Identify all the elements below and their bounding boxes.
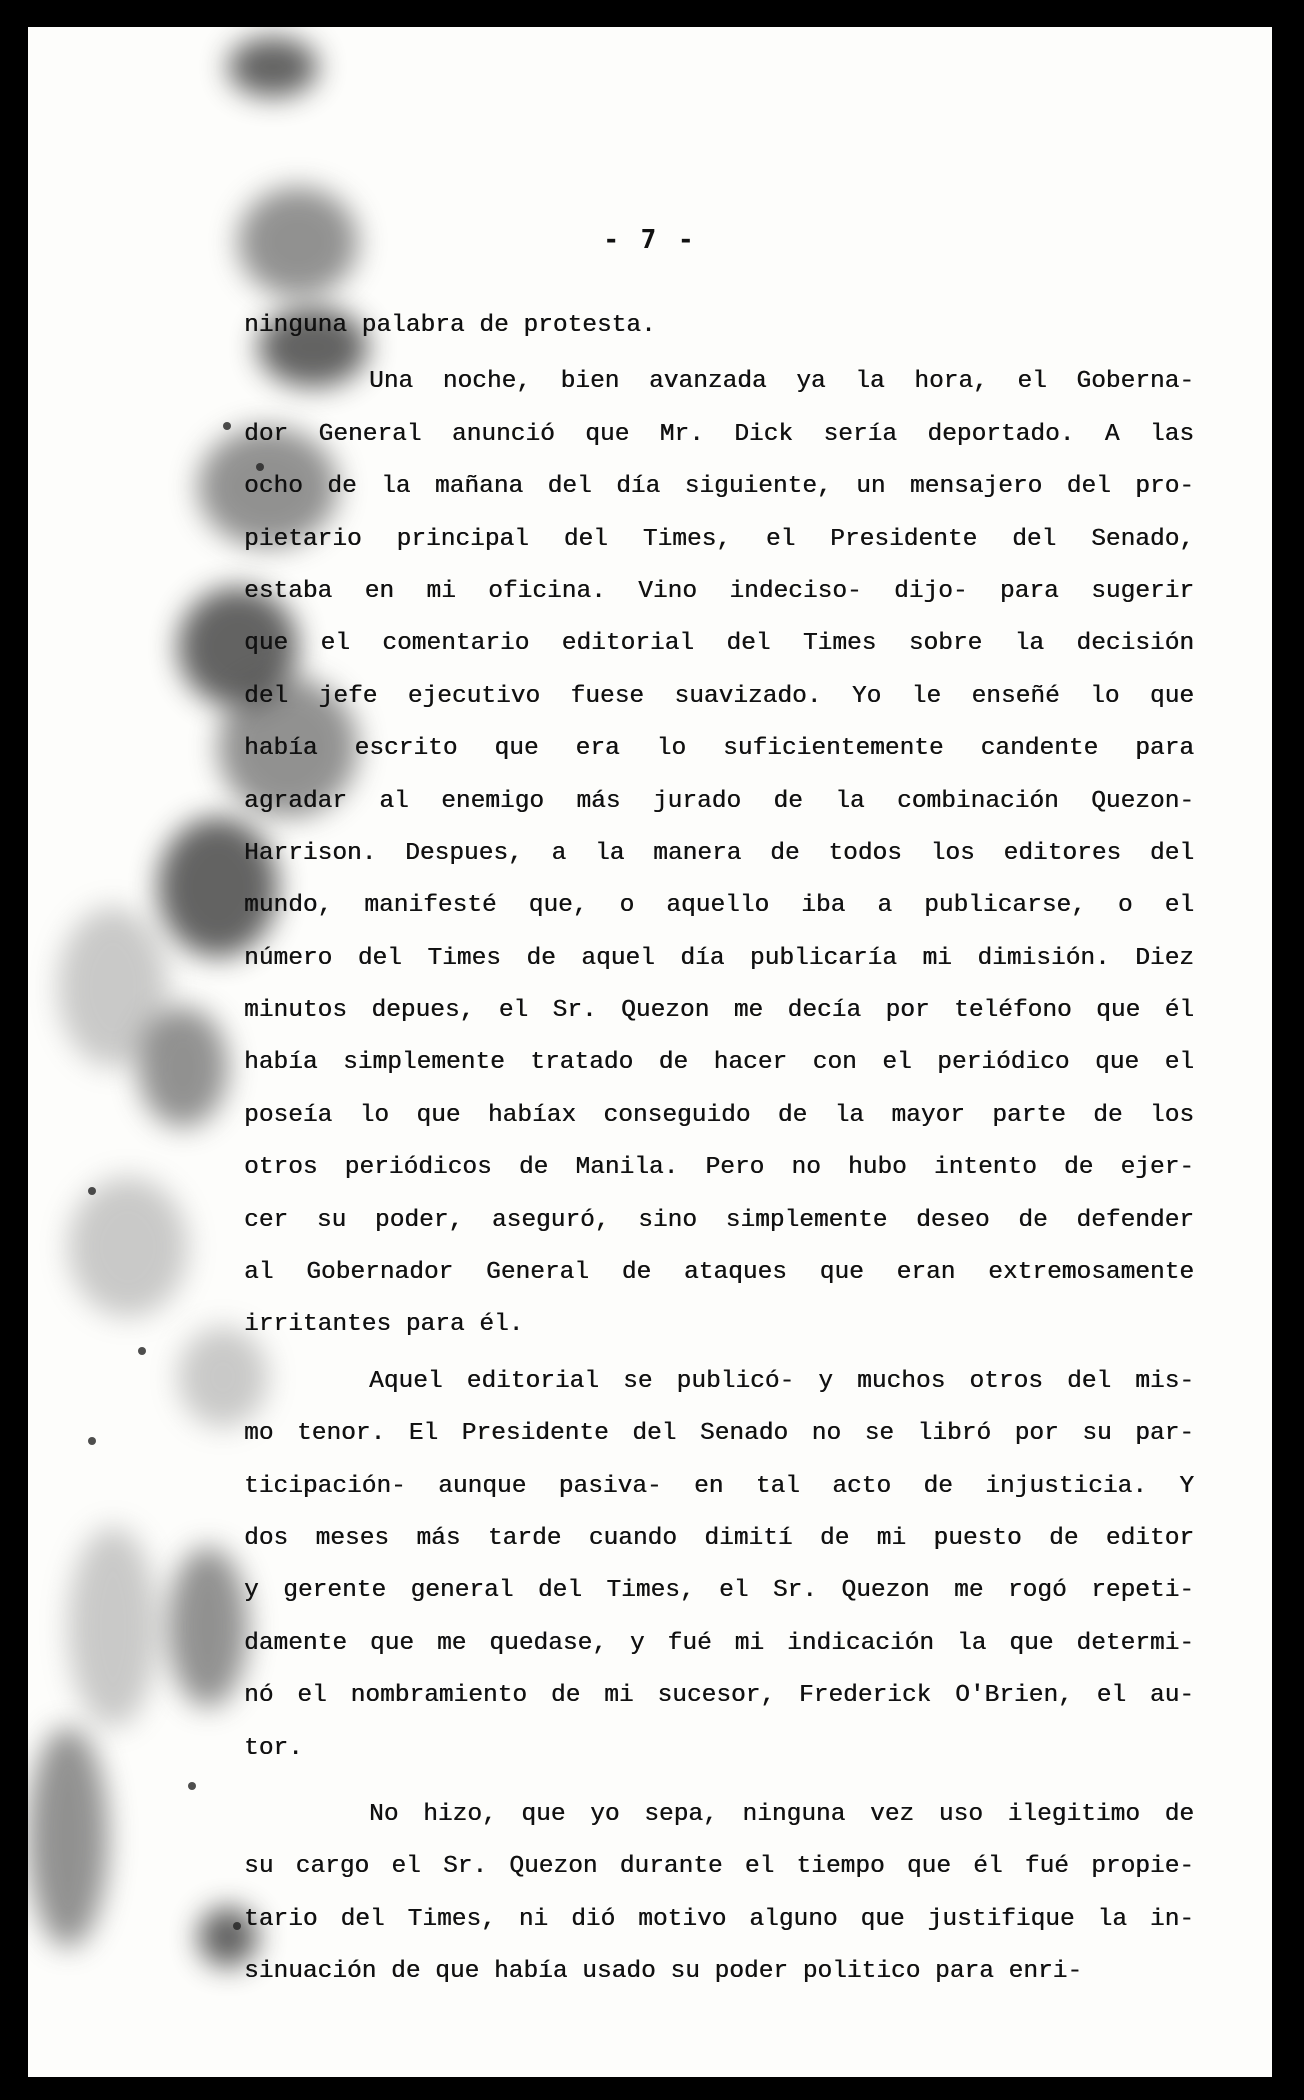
text-line: agradar al enemigo más jurado de la combinación Quezon- — [244, 787, 1194, 815]
text-line: tario del Times, ni dió motivo alguno que justifique la in- — [244, 1905, 1194, 1933]
text-line: Harrison. Despues, a la manera de todos los editores del — [244, 839, 1194, 867]
text-line: Aquel editorial se publicó- y muchos otros del mis- — [369, 1367, 1194, 1395]
paragraph — [244, 356, 1194, 1351]
text-line: dor General anunció que Mr. Dick sería deportado. A las — [244, 420, 1194, 448]
text-line: ninguna palabra de protesta. — [244, 312, 656, 339]
text-line: tor. — [244, 1734, 303, 1762]
text-line: otros periódicos de Manila. Pero no hubo intento de ejer- — [244, 1154, 1194, 1182]
text-line: había simplemente tratado de hacer con el periódico que el — [244, 1049, 1194, 1077]
text-line: minutos depues, el Sr. Quezon me decía por teléfono que él — [244, 997, 1194, 1025]
paragraph — [244, 1356, 1194, 1775]
text-line: estaba en mi oficina. Vino indeciso- dijo- para sugerir — [244, 577, 1194, 605]
body-text — [244, 300, 1194, 1999]
text-line: dos meses más tarde cuando dimití de mi puesto de editor — [244, 1524, 1194, 1552]
text-line: No hizo, que yo sepa, ninguna vez uso ilegitimo de — [369, 1800, 1194, 1828]
text-line: número del Times de aquel día publicaría mi dimisión. Diez — [244, 944, 1194, 972]
text-line: del jefe ejecutivo fuese suavizado. Yo le enseñé lo que — [244, 682, 1194, 710]
text-line: poseía lo que habíax conseguido de la mayor parte de los — [244, 1101, 1194, 1129]
text-line: cer su poder, aseguró, sino simplemente deseo de defender — [244, 1206, 1194, 1234]
text-line: ticipación- aunque pasiva- en tal acto de injusticia. Y — [244, 1472, 1194, 1500]
text-line: mundo, manifesté que, o aquello iba a publicarse, o el — [244, 892, 1194, 920]
text-line: irritantes para él. — [244, 1311, 524, 1339]
text-line: al Gobernador General de ataques que eran extremosamente — [244, 1259, 1194, 1287]
text-line: pietario principal del Times, el Presidente del Senado, — [244, 525, 1194, 553]
text-line: y gerente general del Times, el Sr. Quezon me rogó repeti- — [244, 1577, 1194, 1605]
text-line: nó el nombramiento de mi sucesor, Frederick O'Brien, el au- — [244, 1682, 1194, 1710]
paragraph — [244, 300, 1194, 352]
text-line: Una noche, bien avanzada ya la hora, el Goberna- — [369, 368, 1194, 396]
page-number: - 7 - — [603, 225, 697, 255]
text-line: su cargo el Sr. Quezon durante el tiempo que él fué propie- — [244, 1853, 1194, 1881]
text-line: mo tenor. El Presidente del Senado no se libró por su par- — [244, 1420, 1194, 1448]
text-line: damente que me quedase, y fué mi indicación la que determi- — [244, 1629, 1194, 1657]
text-line: sinuación de que había usado su poder politico para enri- — [244, 1958, 1083, 1986]
text-line: había escrito que era lo suficientemente candente para — [244, 735, 1194, 763]
text-line: que el comentario editorial del Times sobre la decisión — [244, 630, 1194, 658]
text-line: ocho de la mañana del día siguiente, un mensajero del pro- — [244, 473, 1194, 501]
paragraph — [244, 1789, 1194, 1999]
